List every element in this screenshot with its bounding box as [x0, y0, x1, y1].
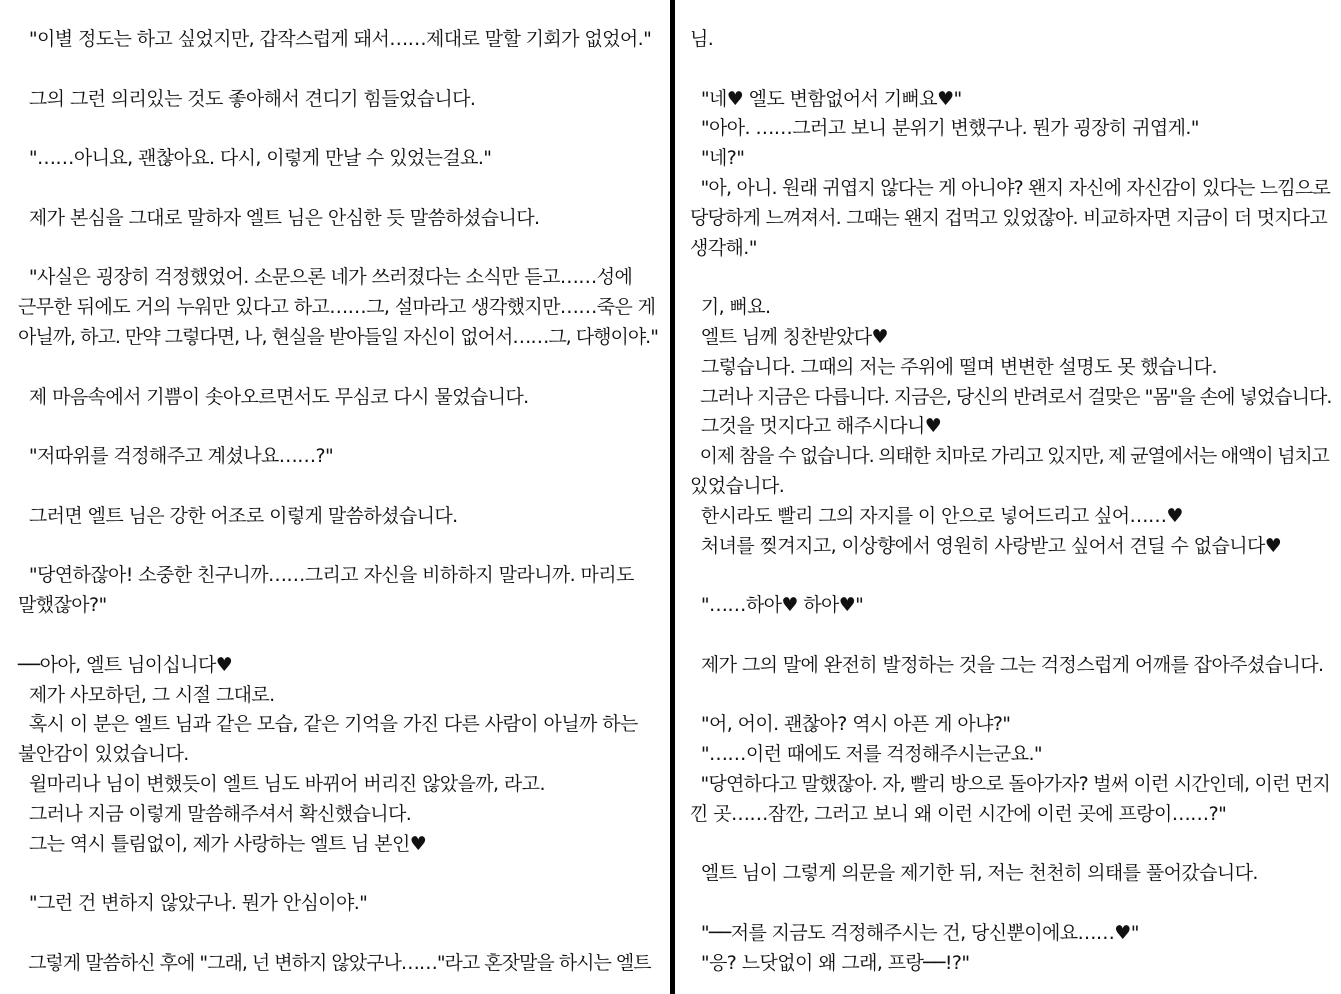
text-line: 말했잖아?" [18, 594, 107, 617]
text-line: ──아아, 엘트 님이십니다♥ [18, 653, 233, 676]
text-line: "당연하잖아! 소중한 친구니까……그리고 자신을 비하하지 말라니까. 마리도 [18, 564, 634, 587]
text-line: 당당하게 느껴져서. 그때는 왠지 겁먹고 있었잖아. 비교하자면 지금이 더 멋지다고 [690, 206, 1327, 229]
text-line [18, 412, 658, 442]
text-line: "어, 어이. 괜찮아? 역시 아픈 게 아냐?" [690, 713, 1011, 736]
text-line: 기, 뻐요. [690, 296, 771, 319]
text-line: "당연하다고 말했잖아. 자, 빨리 방으로 돌아가자? 벌써 이런 시간인데, 이런 먼지 [690, 772, 1330, 795]
text-line: 그렇습니다. 그때의 저는 주위에 떨며 변변한 설명도 못 했습니다. [690, 355, 1217, 378]
text-line: 한시라도 빨리 그의 자지를 이 안으로 넣어드리고 싶어……♥ [690, 504, 1183, 527]
text-line [690, 263, 1333, 293]
text-line [18, 919, 658, 949]
text-line: 처녀를 찢겨지고, 이상향에서 영원히 사랑받고 싶어서 견딜 수 없습니다♥ [690, 534, 1282, 557]
text-line [18, 174, 658, 204]
text-line: 엘트 님께 칭찬받았다♥ [690, 325, 888, 348]
text-line [690, 55, 1333, 85]
text-line: 님. [690, 28, 714, 50]
text-line: 있었습니다. [690, 474, 785, 497]
text-line: 윌마리나 님이 변했듯이 엘트 님도 바뀌어 버리진 않았을까, 라고. [18, 772, 545, 795]
text-line: 그러나 지금은 다릅니다. 지금은, 당신의 반려로서 걸맞은 "몸"을 손에 넣었습니다. [690, 385, 1332, 408]
text-line [18, 234, 658, 264]
text-line: 제가 사모하던, 그 시절 그대로. [18, 683, 275, 706]
text-line [18, 353, 658, 383]
text-line: 낀 곳……잠깐, 그러고 보니 왜 이런 시간에 이런 곳에 프랑이……?" [690, 802, 1227, 825]
text-line [18, 55, 658, 85]
text-line [18, 532, 658, 562]
text-line: "사실은 굉장히 걱정했었어. 소문으론 네가 쓰러졌다는 소식만 듣고……성에 [18, 266, 633, 289]
text-line: "네?" [690, 147, 745, 170]
right-page [680, 0, 1341, 994]
text-line: "……하아♥ 하아♥" [690, 594, 864, 617]
text-line [690, 621, 1333, 651]
text-line [690, 561, 1333, 591]
text-line [18, 859, 658, 889]
text-line [18, 114, 658, 144]
text-line: 그는 역시 틀림없이, 제가 사랑하는 엘트 님 본인♥ [18, 832, 427, 855]
text-line: "아아. ……그러고 보니 분위기 변했구나. 뭔가 굉장히 귀엽게." [690, 117, 1199, 140]
page-divider [670, 0, 675, 994]
text-line: 이제 참을 수 없습니다. 의태한 치마로 가리고 있지만, 제 균열에서는 애액이 넘치고 [690, 445, 1329, 468]
text-line: 불안감이 있었습니다. [18, 743, 189, 766]
text-line: "이별 정도는 하고 싶었지만, 갑작스럽게 돼서……제대로 말할 기회가 없었어." [18, 28, 652, 50]
text-line [18, 621, 658, 651]
text-line: "……이런 때에도 저를 걱정해주시는군요." [690, 743, 1043, 766]
text-line: "네♥ 엘도 변함없어서 기뻐요♥" [690, 87, 962, 110]
text-line: 그렇게 말씀하신 후에 "그래, 넌 변하지 않았구나……"라고 혼잣말을 하시는 엘트 [18, 951, 651, 974]
right-page-text [690, 25, 1333, 979]
text-line: "아, 아니. 원래 귀엽지 않다는 게 아니야? 왠지 자신에 자신감이 있다는 느낌으로 [690, 176, 1330, 199]
left-page-text [18, 25, 658, 979]
text-line: "응? 느닷없이 왜 그래, 프랑──!?" [690, 951, 970, 974]
left-page [0, 0, 666, 994]
text-line: 그러면 엘트 님은 강한 어조로 이렇게 말씀하셨습니다. [18, 504, 458, 527]
text-line: 제가 본심을 그대로 말하자 엘트 님은 안심한 듯 말씀하셨습니다. [18, 206, 540, 229]
text-line: 제 마음속에서 기쁨이 솟아오르면서도 무심코 다시 물었습니다. [18, 385, 529, 408]
text-line: "……아니요, 괜찮아요. 다시, 이렇게 만날 수 있었는걸요." [18, 147, 492, 170]
text-line: "그런 건 변하지 않았구나. 뭔가 안심이야." [18, 892, 368, 915]
text-line [18, 472, 658, 502]
text-line: 엘트 님이 그렇게 의문을 제기한 뒤, 저는 천천히 의태를 풀어갔습니다. [690, 862, 1258, 885]
text-line: 아닐까, 하고. 만약 그렇다면, 나, 현실을 받아들일 자신이 없어서……그, 다행이야." [18, 325, 658, 348]
text-line: 그의 그런 의리있는 것도 좋아해서 견디기 힘들었습니다. [18, 87, 476, 110]
text-line: 생각해." [690, 236, 757, 259]
text-line: "──저를 지금도 걱정해주시는 건, 당신뿐이에요……♥" [690, 921, 1139, 944]
text-line [690, 830, 1333, 860]
text-line [690, 889, 1333, 919]
text-line [690, 681, 1333, 711]
text-line: 제가 그의 말에 완전히 발정하는 것을 그는 걱정스럽게 어깨를 잡아주셨습니다. [690, 653, 1324, 676]
text-line: 혹시 이 분은 엘트 님과 같은 모습, 같은 기억을 가진 다른 사람이 아닐까 하는 [18, 713, 638, 736]
text-line: 그것을 멋지다고 해주시다니♥ [690, 415, 942, 438]
text-line: 근무한 뒤에도 거의 누워만 있다고 하고……그, 설마라고 생각했지만……죽은 게 [18, 296, 656, 319]
text-line: 그러나 지금 이렇게 말씀해주셔서 확신했습니다. [18, 802, 412, 825]
text-line: "저따위를 걱정해주고 계셨나요……?" [18, 445, 334, 468]
